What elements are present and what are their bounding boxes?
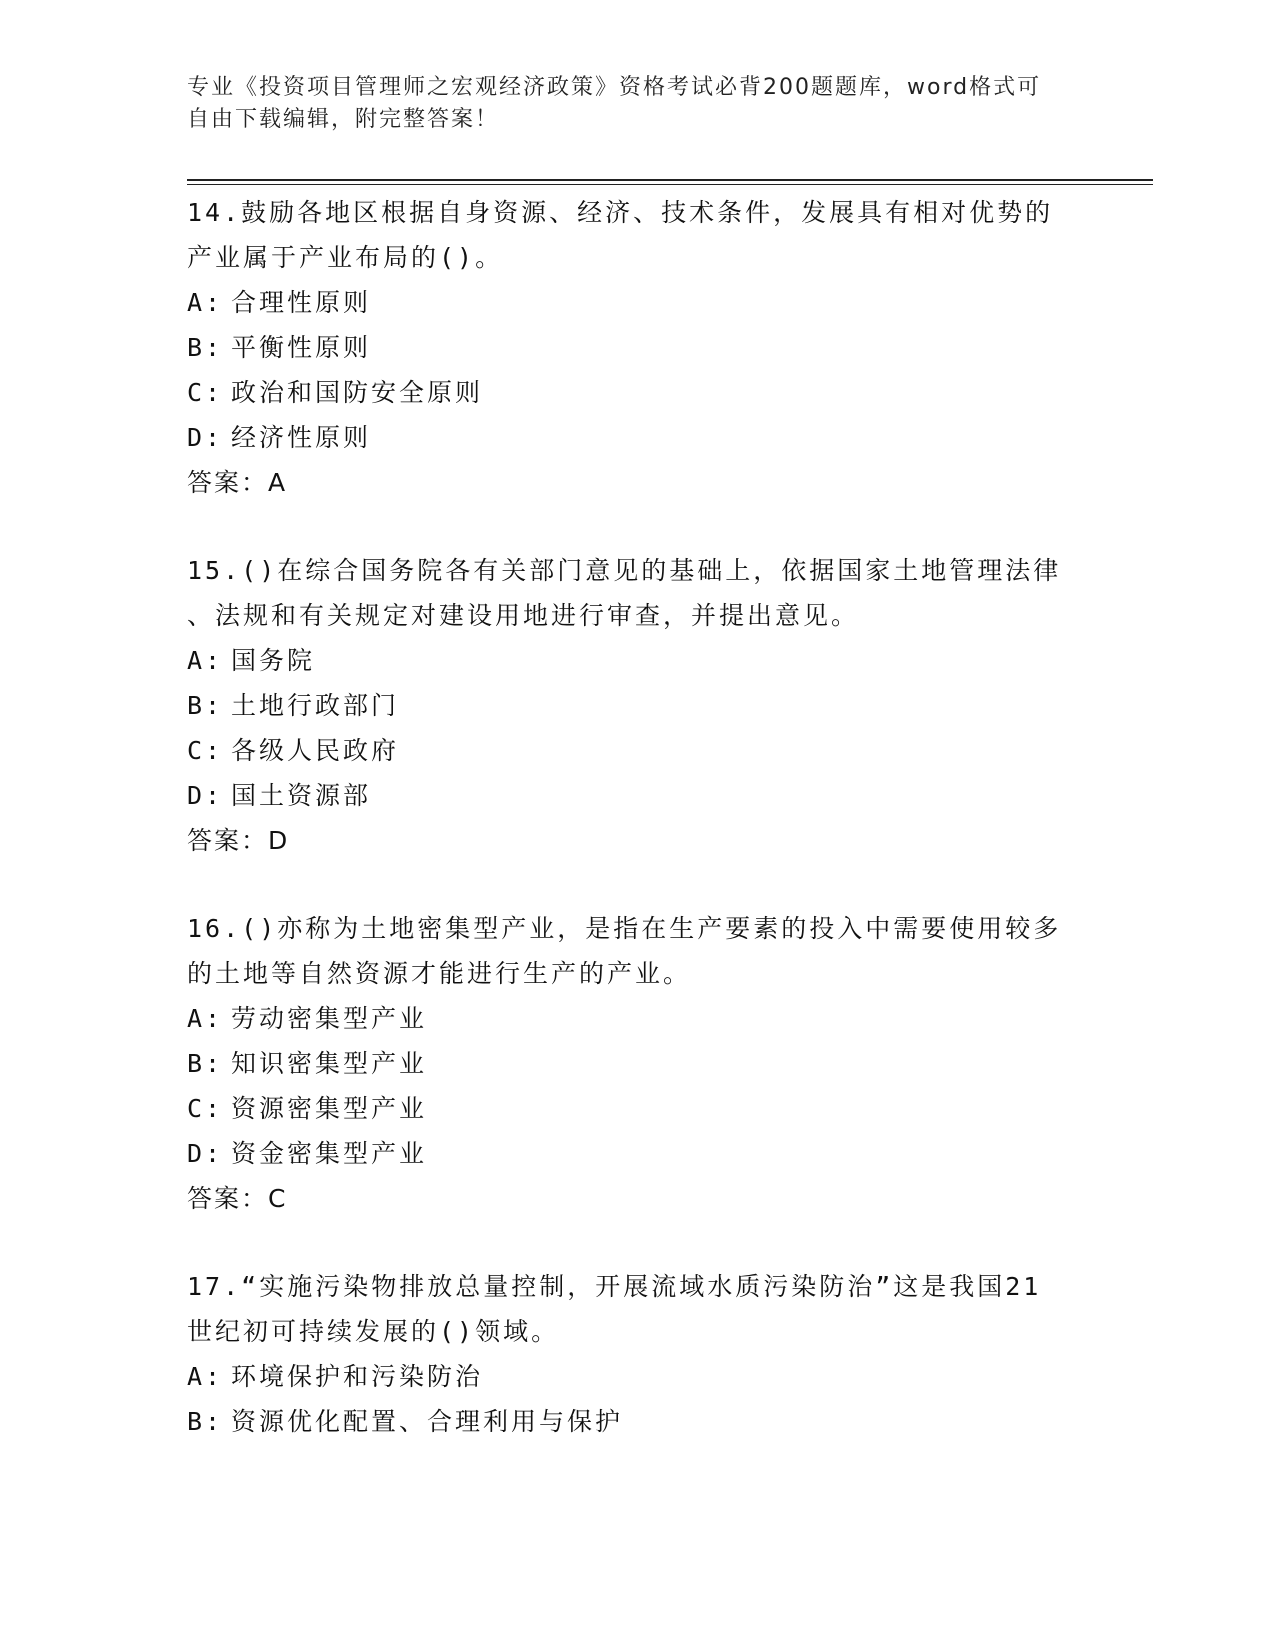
option-text: 平衡性原则	[231, 333, 372, 362]
option-letter: D:	[187, 1139, 224, 1168]
question-stem-line: 世纪初可持续发展的()领域。	[187, 1317, 560, 1346]
option-c	[187, 728, 1107, 773]
option-b	[187, 683, 1107, 728]
question-stem-line: 14.鼓励各地区根据自身资源、经济、技术条件，发展具有相对优势的	[187, 198, 1054, 227]
option-letter: D:	[187, 423, 224, 452]
question-17	[187, 1264, 1107, 1444]
option-letter: B:	[187, 333, 224, 362]
option-a	[187, 280, 1107, 325]
option-b	[187, 1041, 1107, 1086]
answer-line: 答案：C	[187, 1184, 288, 1213]
option-text: 环境保护和污染防治	[231, 1362, 484, 1391]
question-list	[187, 190, 1107, 1487]
option-text: 资源优化配置、合理利用与保护	[231, 1407, 624, 1436]
question-stem-line: 15.()在综合国务院各有关部门意见的基础上，依据国家土地管理法律	[187, 556, 1062, 585]
option-d	[187, 1131, 1107, 1176]
question-stem-line: 产业属于产业布局的()。	[187, 243, 504, 272]
question-stem-line: 16.()亦称为土地密集型产业，是指在生产要素的投入中需要使用较多	[187, 914, 1062, 943]
option-letter: A:	[187, 646, 224, 675]
question-stem-line: 的土地等自然资源才能进行生产的产业。	[187, 959, 692, 988]
header-line-1: 专业《投资项目管理师之宏观经济政策》资格考试必背200题题库，word格式可	[187, 75, 1042, 100]
answer-line: 答案：D	[187, 826, 290, 855]
option-text: 土地行政部门	[231, 691, 400, 720]
option-letter: A:	[187, 1004, 224, 1033]
option-letter: D:	[187, 781, 224, 810]
question-15	[187, 548, 1107, 863]
option-letter: C:	[187, 736, 224, 765]
option-letter: B:	[187, 691, 224, 720]
question-stem-line: 、法规和有关规定对建设用地进行审查，并提出意见。	[187, 601, 860, 630]
question-14	[187, 190, 1107, 505]
option-text: 资金密集型产业	[231, 1139, 428, 1168]
option-c	[187, 370, 1107, 415]
question-stem-line: 17.“实施污染物排放总量控制，开展流域水质污染防治”这是我国21	[187, 1272, 1042, 1301]
question-16	[187, 906, 1107, 1221]
option-d	[187, 773, 1107, 818]
option-b	[187, 325, 1107, 370]
option-text: 各级人民政府	[231, 736, 400, 765]
option-letter: B:	[187, 1407, 224, 1436]
option-text: 政治和国防安全原则	[231, 378, 484, 407]
option-d	[187, 415, 1107, 460]
option-text: 国务院	[231, 646, 316, 675]
option-letter: A:	[187, 1362, 224, 1391]
option-a	[187, 638, 1107, 683]
option-text: 经济性原则	[231, 423, 372, 452]
header-rule-thick	[187, 179, 1153, 181]
option-text: 知识密集型产业	[231, 1049, 428, 1078]
option-b	[187, 1399, 1107, 1444]
option-text: 资源密集型产业	[231, 1094, 428, 1123]
header-line-2: 自由下载编辑，附完整答案！	[187, 107, 500, 132]
option-text: 劳动密集型产业	[231, 1004, 428, 1033]
option-letter: C:	[187, 1094, 224, 1123]
option-a	[187, 1354, 1107, 1399]
option-letter: A:	[187, 288, 224, 317]
option-text: 合理性原则	[231, 288, 372, 317]
option-text: 国土资源部	[231, 781, 372, 810]
option-letter: B:	[187, 1049, 224, 1078]
option-c	[187, 1086, 1107, 1131]
option-a	[187, 996, 1107, 1041]
document-header	[187, 72, 1067, 136]
answer-line: 答案：A	[187, 468, 288, 497]
option-letter: C:	[187, 378, 224, 407]
header-rule-thin	[187, 184, 1153, 185]
